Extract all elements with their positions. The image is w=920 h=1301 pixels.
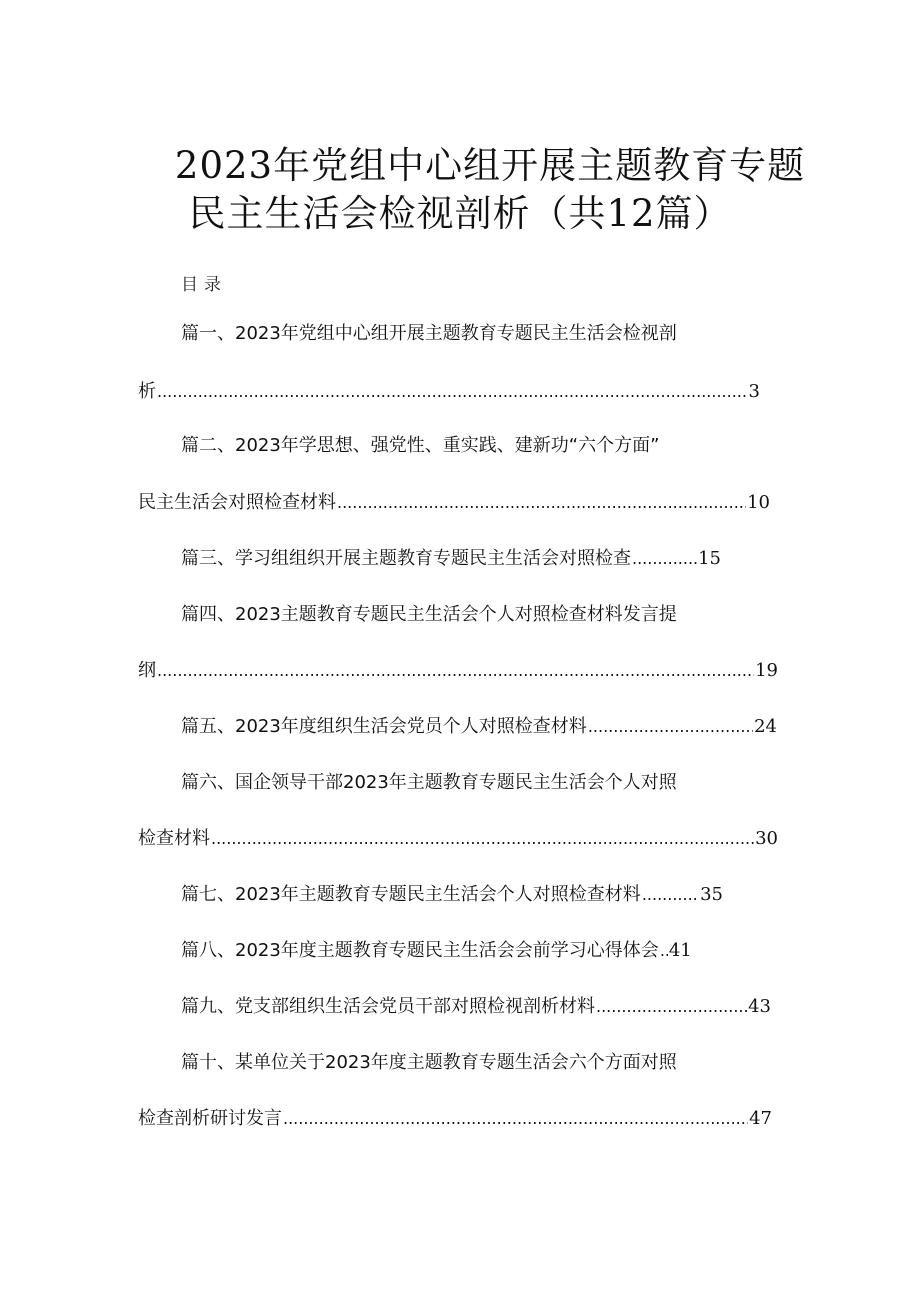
toc-page-number: 3 bbox=[748, 381, 760, 402]
toc-entry-1-continuation[interactable] bbox=[138, 379, 760, 405]
toc-leader-dots bbox=[337, 490, 746, 516]
toc-page-number: 24 bbox=[754, 716, 777, 737]
toc-page-number: 35 bbox=[700, 884, 723, 905]
toc-entry-text: 篇三、学习组组织开展主题教育专题民主生活会对照检查 bbox=[181, 548, 631, 569]
toc-entry-text: 篇四、2023主题教育专题民主生活会个人对照检查材料发言提 bbox=[181, 604, 677, 625]
document-title-line-2: 民主生活会检视剖析（共12篇） bbox=[188, 192, 732, 235]
toc-entry-text: 检查剖析研讨发言 bbox=[138, 1108, 282, 1129]
toc-entry-text: 篇七、2023年主题教育专题民主生活会个人对照检查材料 bbox=[181, 884, 641, 905]
toc-entry-2-continuation[interactable] bbox=[138, 490, 770, 516]
toc-entry-1-title[interactable] bbox=[181, 321, 677, 347]
toc-page-number: 10 bbox=[747, 492, 770, 513]
toc-entry-text: 纲 bbox=[138, 660, 156, 681]
toc-page-number: 47 bbox=[749, 1108, 772, 1129]
toc-entry-6-continuation[interactable] bbox=[138, 826, 778, 852]
toc-leader-dots bbox=[588, 714, 753, 740]
document-title-line-1: 2023年党组中心组开展主题教育专题 bbox=[174, 144, 806, 187]
toc-entry-4-continuation[interactable] bbox=[138, 658, 778, 684]
toc-entry-text: 篇二、2023年学思想、强党性、重实践、建新功“六个方面” bbox=[181, 435, 660, 456]
toc-leader-dots bbox=[283, 1106, 748, 1132]
toc-entry-6-title[interactable] bbox=[181, 770, 677, 796]
toc-page-number: 30 bbox=[755, 828, 778, 849]
toc-entry-2-title[interactable] bbox=[181, 433, 659, 459]
toc-leader-dots bbox=[660, 938, 668, 964]
toc-entry-7-title[interactable] bbox=[181, 882, 723, 908]
toc-entry-9-title[interactable] bbox=[181, 994, 771, 1020]
toc-leader-dots bbox=[632, 546, 697, 572]
toc-entry-text: 篇十、某单位关于2023年度主题教育专题生活会六个方面对照 bbox=[181, 1052, 677, 1073]
toc-leader-dots bbox=[157, 658, 754, 684]
toc-leader-dots bbox=[157, 379, 748, 405]
toc-entry-text: 篇八、2023年度主题教育专题民主生活会会前学习心得体会 bbox=[181, 940, 659, 961]
toc-leader-dots bbox=[642, 882, 699, 908]
toc-entry-text: 篇一、2023年党组中心组开展主题教育专题民主生活会检视剖 bbox=[181, 323, 677, 344]
toc-entry-text: 析 bbox=[138, 381, 156, 402]
toc-heading: 目录 bbox=[181, 275, 227, 295]
toc-entry-4-title[interactable] bbox=[181, 602, 677, 628]
toc-entry-5-title[interactable] bbox=[181, 714, 777, 740]
toc-entry-3-title[interactable] bbox=[181, 546, 721, 572]
toc-page-number: 41 bbox=[668, 940, 692, 961]
toc-leader-dots bbox=[596, 994, 747, 1020]
toc-entry-text: 检查材料 bbox=[138, 828, 210, 849]
toc-page-number: 43 bbox=[748, 996, 771, 1017]
toc-entry-text: 篇九、党支部组织生活会党员干部对照检视剖析材料 bbox=[181, 996, 595, 1017]
toc-entry-8-title[interactable] bbox=[181, 938, 733, 964]
toc-leader-dots bbox=[211, 826, 754, 852]
toc-entry-10-continuation[interactable] bbox=[138, 1106, 772, 1132]
toc-entry-10-title[interactable] bbox=[181, 1050, 677, 1076]
toc-entry-text: 篇六、国企领导干部2023年主题教育专题民主生活会个人对照 bbox=[181, 772, 677, 793]
toc-entry-text: 民主生活会对照检查材料 bbox=[138, 492, 336, 513]
toc-entry-text: 篇五、2023年度组织生活会党员个人对照检查材料 bbox=[181, 716, 587, 737]
toc-page-number: 15 bbox=[698, 548, 721, 569]
toc-page-number: 19 bbox=[755, 660, 778, 681]
